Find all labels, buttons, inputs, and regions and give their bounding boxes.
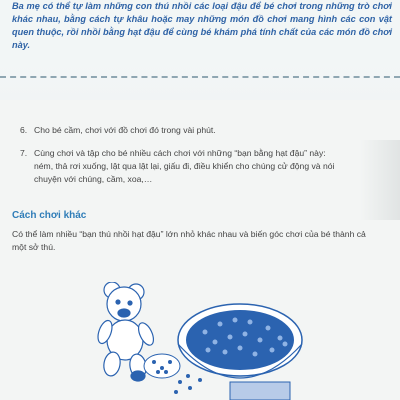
cloth-icon: [230, 382, 290, 400]
dashed-divider: [0, 76, 400, 78]
intro-text: Ba mẹ có thể tự làm những con thú nhồi các loại đậu để bé chơi trong những trò chơi khác nhau, bằng cách tự khâu hoặc may những món đồ chơi mang hình các con vật quen thuộc, rồi nhồi bằng hạt đậu để cùng bé khám phá tính chất của các món đồ chơi này.: [12, 1, 392, 50]
section-paragraph: Có thể làm nhiều “bạn thú nhồi hạt đậu” lớn nhỏ khác nhau và biến góc chơi của bé thành cả một sở thú.: [12, 229, 366, 252]
dotted-toy-icon: [144, 354, 180, 378]
scattered-beans-icon: [174, 374, 202, 394]
step-number: 6.: [20, 125, 28, 135]
step-text: Cho bé cầm, chơi với đồ chơi đó trong vài phút.: [34, 125, 216, 135]
step-text: Cùng chơi và tập cho bé nhiều cách chơi với những “bạn bằng hạt đậu” này: ném, thả rơi xuống, lật qua lật lại, giấu đi, điều khiển cho chúng cử động và nói chuyện với chúng, cầm, xoa,…: [34, 148, 335, 184]
page-shadow: [360, 140, 400, 220]
teddy-bear-and-bowl-illustration: [80, 282, 310, 400]
step-number: 7.: [20, 148, 28, 158]
intro-box: [0, 0, 400, 68]
bowl-of-beans-icon: [178, 304, 302, 378]
section-heading: Cách chơi khác: [12, 210, 87, 221]
